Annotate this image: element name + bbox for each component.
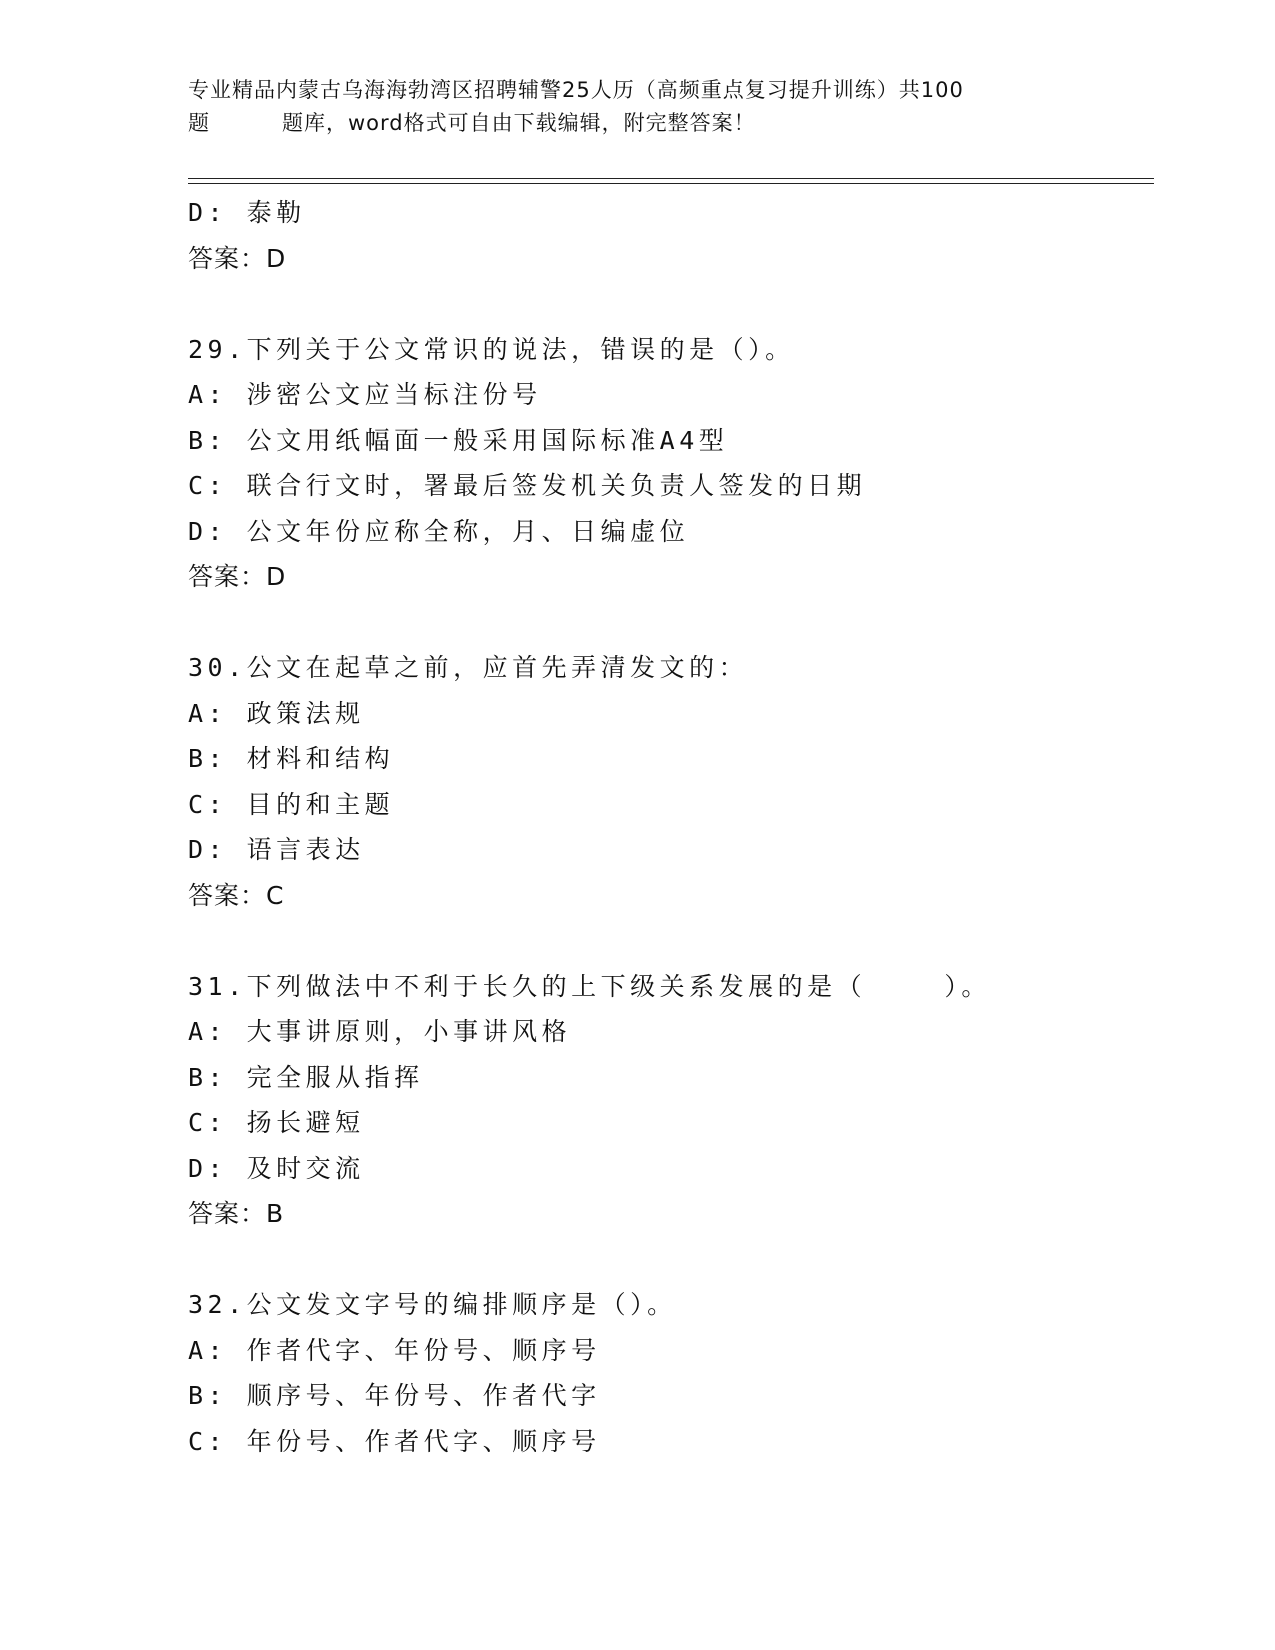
question-32 [188,1282,1148,1464]
spacer [188,918,1148,964]
option-c: C: 年份号、作者代字、顺序号 [188,1426,601,1456]
option-c: C: 联合行文时，署最后签发机关负责人签发的日期 [188,471,867,500]
option-d: D: 公文年份应称全称，月、日编虚位 [188,516,690,546]
option-a: A: 作者代字、年份号、顺序号 [188,1335,601,1365]
answer: 答案：B [188,1199,285,1228]
option-b: B: 公文用纸幅面一般采用国际标准A4型 [188,425,729,455]
option-a: A: 大事讲原则，小事讲风格 [188,1017,572,1046]
option-d: D: 及时交流 [188,1153,365,1183]
option-a: A: 涉密公文应当标注份号 [188,380,542,409]
header-divider-bottom [188,183,1154,184]
option-b: B: 完全服从指挥 [188,1062,424,1092]
document-header [188,74,1088,140]
spacer [188,1237,1148,1283]
header-title-line-1: 专业精品内蒙古乌海海勃湾区招聘辅警25人历（高频重点复习提升训练）共100 [188,78,964,102]
question-29 [188,327,1148,600]
answer: 答案：C [188,880,285,910]
option-c: C: 扬长避短 [188,1108,365,1137]
question-title: 29.下列关于公文常识的说法，错误的是（）。 [188,334,795,364]
question-content [188,190,1148,1464]
question-title: 31.下列做法中不利于长久的上下级关系发展的是（ ）。 [188,971,991,1001]
option-d: D: 泰勒 [188,198,306,227]
header-title-line-2-right: 题库，word格式可自由下载编辑，附完整答案！ [282,111,756,135]
option-a: A: 政策法规 [188,698,365,728]
previous-question-tail [188,190,1148,281]
spacer [188,600,1148,646]
question-title: 30.公文在起草之前，应首先弄清发文的： [188,653,749,682]
question-title: 32.公文发文字号的编排顺序是（）。 [188,1290,677,1319]
question-30 [188,645,1148,918]
option-b: B: 材料和结构 [188,744,395,773]
option-b: B: 顺序号、年份号、作者代字 [188,1381,601,1410]
answer: 答案：D [188,562,287,591]
header-title-line-2 [188,107,1088,140]
spacer [188,281,1148,327]
question-31 [188,964,1148,1237]
header-divider-top [188,178,1154,179]
option-c: C: 目的和主题 [188,789,395,819]
header-title-line-2-left: 题 [188,111,210,135]
answer: 答案：D [188,243,287,273]
option-d: D: 语言表达 [188,835,365,864]
